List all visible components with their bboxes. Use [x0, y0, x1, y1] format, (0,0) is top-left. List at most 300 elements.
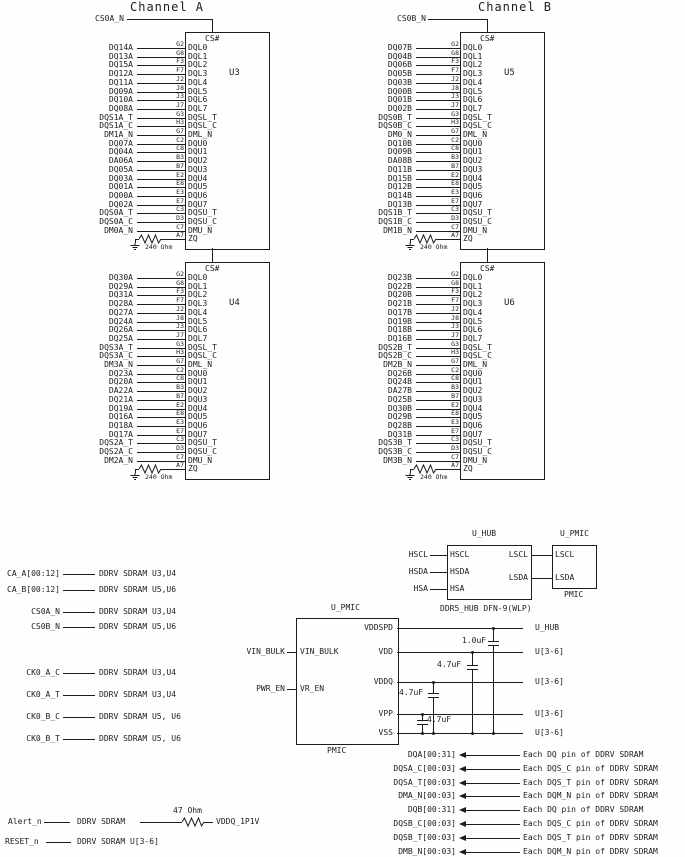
- pin-name: ZQ: [188, 234, 198, 244]
- pin-number: G8: [176, 48, 184, 57]
- signal-label: DQ06B: [387, 60, 412, 70]
- pin-name: DQSU_T: [188, 438, 217, 448]
- wire: [466, 810, 520, 811]
- signal-label: DQ04A: [108, 147, 133, 157]
- pin-name: DQL6: [463, 95, 483, 105]
- pin-number: C3: [451, 205, 459, 214]
- wire: [466, 769, 520, 770]
- chip-ref: U3: [229, 68, 240, 78]
- cs-net-label: CS0A_N: [95, 14, 124, 23]
- power-rail: [397, 714, 523, 715]
- rail-net-label: U[3-6]: [535, 647, 564, 656]
- pin-number: G2: [176, 270, 184, 278]
- signal-label: DQ19B: [387, 316, 412, 326]
- wire: [63, 695, 95, 696]
- pin-name: DMU_N: [188, 455, 213, 465]
- signal-label: DQ01B: [387, 95, 412, 105]
- pin-wire: [161, 239, 185, 240]
- pin-number: C7: [451, 452, 459, 461]
- pin-number: E3: [451, 187, 459, 196]
- dq-bus-label: DQSB_T[00:03]: [393, 833, 456, 842]
- pin-number: G7: [451, 127, 459, 135]
- pin-number: C8: [451, 374, 459, 383]
- signal-label: DQ12A: [108, 69, 133, 79]
- signal-label: DQS3B_C: [378, 447, 412, 456]
- net-target-label: DDRV SDRAM U5, U6: [99, 734, 181, 743]
- net-signal-label: CK0_A_T: [26, 690, 60, 699]
- cs-net-label: CS0B_N: [397, 14, 426, 23]
- signal-label: DM2B_N: [383, 360, 412, 369]
- pmic-pin-name: VIN_BULK: [300, 647, 339, 656]
- pin-name: DQL2: [463, 290, 483, 300]
- wire: [63, 739, 95, 740]
- ground-icon: [405, 243, 415, 251]
- pin-number: E2: [451, 400, 459, 409]
- cs-wire: [212, 19, 213, 32]
- pin-wire: [161, 469, 185, 470]
- signal-label: DQ31B: [387, 429, 412, 439]
- net-signal-label: CS0B_N: [31, 622, 60, 631]
- pin-name: DQU1: [188, 377, 208, 387]
- pin-name: DQU2: [463, 156, 483, 166]
- alert-signal-label: Alert_n: [8, 817, 42, 826]
- pin-number: G3: [176, 339, 184, 348]
- cap-lead: [493, 645, 494, 733]
- signal-label: DQS2A_C: [99, 447, 133, 456]
- pin-number: J2: [451, 74, 459, 83]
- rail-net-label: U[3-6]: [535, 728, 564, 737]
- resistor-value-label: 240 Ohm: [420, 473, 448, 482]
- pin-number: G8: [451, 278, 459, 287]
- pin-name: ZQ: [188, 464, 198, 474]
- arrow-left-icon: [459, 835, 466, 841]
- wire: [204, 822, 213, 823]
- capacitor-plate: [467, 665, 478, 666]
- dq-desc-label: Each DQS_C pin of DDRV SDRAM: [523, 819, 658, 828]
- pin-name: DQL4: [188, 307, 208, 317]
- pin-number: E3: [451, 417, 459, 426]
- signal-label: DQS3A_C: [99, 351, 133, 361]
- signal-label: DQ24A: [108, 316, 133, 326]
- pin-number: F3: [176, 57, 184, 66]
- wire: [63, 627, 95, 628]
- pin-name: DQU4: [463, 403, 483, 413]
- signal-label: DQ26B: [387, 368, 412, 378]
- cs-wire: [127, 19, 213, 20]
- junction-dot: [432, 681, 435, 684]
- pmic-hub-label: PMIC: [564, 590, 584, 599]
- pin-name: DQU0: [463, 138, 483, 148]
- wire: [466, 783, 520, 784]
- resistor-icon: [182, 817, 204, 827]
- junction-dot: [432, 732, 435, 735]
- pin-number: G2: [176, 40, 184, 48]
- net-signal-label: CS0A_N: [31, 607, 60, 616]
- pin-name: DQL5: [188, 316, 208, 326]
- pin-number: C7: [451, 222, 459, 231]
- wire: [466, 796, 520, 797]
- pin-number: F3: [451, 57, 459, 66]
- arrow-left-icon: [459, 849, 466, 855]
- pin-name: DQU5: [188, 182, 208, 192]
- junction-dot: [471, 651, 474, 654]
- cap-value-label: 1.0uF: [462, 636, 487, 645]
- cs-wire: [487, 248, 488, 262]
- pin-number: H3: [451, 348, 459, 357]
- pin-name: DQL4: [463, 77, 483, 87]
- pin-number: E2: [176, 170, 184, 179]
- dq-desc-label: Each DQ pin of DDRV SDRAM: [523, 805, 644, 814]
- pin-name: DQU6: [463, 420, 483, 430]
- signal-label: DQS3A_T: [99, 342, 133, 352]
- pin-number: C7: [176, 452, 184, 461]
- wire: [466, 824, 520, 825]
- pin-number: G7: [176, 357, 184, 365]
- pin-wire: [436, 469, 460, 470]
- pin-name: DQSU_T: [463, 438, 492, 448]
- pin-number: E7: [451, 426, 459, 435]
- pin-number: A7: [451, 461, 459, 470]
- signal-label: DQS1B_C: [378, 217, 412, 226]
- pin-name: ZQ: [463, 234, 473, 244]
- pin-name: DQSL_T: [463, 342, 492, 352]
- arrow-left-icon: [459, 752, 466, 758]
- rail-net-label: U[3-6]: [535, 677, 564, 686]
- pmic-pin-name: VPP: [378, 709, 393, 718]
- signal-label: DQ30A: [108, 273, 133, 282]
- signal-label: DQS1A_T: [99, 112, 133, 122]
- pin-number: J2: [176, 304, 184, 313]
- cs-pin-label: CS#: [205, 34, 220, 43]
- pin-name: DQSL_C: [463, 351, 492, 361]
- pin-name: DQU3: [188, 164, 208, 174]
- pin-name: DQSL_T: [463, 112, 492, 122]
- pin-number: B3: [451, 383, 459, 392]
- pin-name: ZQ: [463, 464, 473, 474]
- dq-desc-label: Each DQS_C pin of DDRV SDRAM: [523, 764, 658, 773]
- cap-value-label: 4.7uF: [437, 660, 462, 669]
- pin-name: DQU3: [188, 394, 208, 404]
- pin-number: A7: [451, 231, 459, 240]
- pin-number: J7: [451, 100, 459, 109]
- pin-name: DMU_N: [188, 225, 213, 235]
- hub-pin-name: LSDA: [508, 573, 528, 582]
- capacitor-plate: [488, 641, 499, 642]
- junction-dot: [421, 732, 424, 735]
- pin-name: DQL6: [188, 325, 208, 335]
- signal-label: DQ16A: [108, 412, 133, 422]
- wire: [287, 652, 296, 653]
- dq-bus-label: DQB[00:31]: [407, 805, 456, 814]
- signal-label: DM1A_N: [104, 130, 133, 139]
- pin-name: DQL2: [463, 60, 483, 70]
- signal-label: DQS0A_C: [99, 217, 133, 226]
- pin-number: J3: [176, 92, 184, 101]
- signal-label: DQ20A: [108, 377, 133, 387]
- arrow-left-icon: [459, 807, 466, 813]
- pin-name: DQU2: [463, 386, 483, 396]
- pin-number: E7: [451, 196, 459, 205]
- signal-label: DQ16B: [387, 333, 412, 343]
- pin-name: DQL6: [463, 325, 483, 335]
- pmic-title: U_PMIC: [331, 603, 360, 612]
- reset-target-label: DDRV SDRAM U[3-6]: [77, 837, 159, 846]
- signal-label: DQ23B: [387, 273, 412, 282]
- signal-label: DQ29B: [387, 412, 412, 422]
- arrow-left-icon: [459, 821, 466, 827]
- pin-number: D3: [176, 214, 184, 222]
- pin-name: DQU4: [188, 403, 208, 413]
- pin-number: G3: [451, 109, 459, 118]
- pin-name: DQSU_T: [463, 208, 492, 218]
- pin-name: DQL4: [188, 77, 208, 87]
- pin-name: DQL7: [463, 333, 483, 343]
- resistor-value-label: 240 Ohm: [145, 243, 173, 252]
- pin-number: J8: [176, 83, 184, 92]
- cap-value-label: 4.7uF: [427, 715, 452, 724]
- signal-label: DA08B: [387, 156, 412, 166]
- wire: [63, 590, 95, 591]
- pin-name: DML_N: [463, 360, 488, 369]
- junction-dot: [492, 627, 495, 630]
- pin-number: H3: [176, 348, 184, 357]
- cap-lead: [472, 669, 473, 733]
- pin-number: D3: [176, 444, 184, 452]
- pin-number: C8: [176, 374, 184, 383]
- signal-label: DM2A_N: [104, 455, 133, 465]
- cap-value-label: 4.7uF: [399, 688, 424, 697]
- pin-number: E8: [451, 409, 459, 418]
- signal-label: DA27B: [387, 386, 412, 396]
- rail-net-label: U[3-6]: [535, 709, 564, 718]
- signal-label: DQS0A_T: [99, 208, 133, 218]
- signal-label: DQ17A: [108, 429, 133, 439]
- wire: [63, 717, 95, 718]
- pin-number: H3: [176, 118, 184, 127]
- pin-number: G7: [176, 127, 184, 135]
- dq-bus-label: DQSA_T[00:03]: [393, 778, 456, 787]
- signal-label: DM3B_N: [383, 455, 412, 465]
- signal-label: DQ07B: [387, 43, 412, 52]
- pin-name: DQSU_C: [188, 217, 217, 226]
- pin-name: DQSL_T: [188, 112, 217, 122]
- signal-label: DM0A_N: [104, 225, 133, 235]
- pin-number: G2: [451, 270, 459, 278]
- pin-number: G7: [451, 357, 459, 365]
- wire: [466, 755, 520, 756]
- wire: [140, 822, 182, 823]
- channel-title: Channel A: [130, 0, 205, 14]
- dq-bus-label: DMA_N[00:03]: [398, 791, 456, 800]
- resistor-value-label: 240 Ohm: [420, 243, 448, 252]
- pin-number: B7: [176, 391, 184, 400]
- pin-number: E8: [176, 409, 184, 418]
- pin-number: F7: [451, 66, 459, 75]
- dq-desc-label: Each DQ pin of DDRV SDRAM: [523, 750, 644, 759]
- pmic-ext-net-label: PWR_EN: [256, 684, 285, 693]
- signal-label: DQS2B_C: [378, 351, 412, 361]
- pin-number: D3: [451, 214, 459, 222]
- pin-number: C2: [176, 365, 184, 374]
- pin-name: DQSL_C: [188, 121, 217, 131]
- signal-label: DQ09A: [108, 86, 133, 96]
- pin-name: DQL7: [188, 333, 208, 343]
- signal-label: DQ05A: [108, 164, 133, 174]
- wire: [44, 822, 70, 823]
- pin-number: E7: [176, 196, 184, 205]
- dq-desc-label: Each DQM_N pin of DDRV SDRAM: [523, 847, 658, 856]
- pin-number: A7: [176, 461, 184, 470]
- pmic-pin-name: VDD: [378, 647, 393, 656]
- pin-name: DQSL_T: [188, 342, 217, 352]
- signal-label: DQ10A: [108, 95, 133, 105]
- hub-ext-net-label: HSDA: [408, 567, 428, 576]
- net-target-label: DDRV SDRAM U3,U4: [99, 668, 177, 677]
- pin-number: C8: [176, 144, 184, 153]
- pin-number: F7: [176, 296, 184, 305]
- pmic-pin-name: VSS: [378, 728, 393, 737]
- pin-number: F7: [451, 296, 459, 305]
- pin-number: E2: [176, 400, 184, 409]
- hub-title: U_HUB: [472, 529, 497, 538]
- pin-name: DQL2: [188, 60, 208, 70]
- cs-pin-label: CS#: [205, 264, 220, 273]
- signal-label: DQ14A: [108, 43, 133, 52]
- pin-number: C8: [451, 144, 459, 153]
- pin-number: E3: [176, 187, 184, 196]
- ground-icon: [130, 243, 140, 251]
- rail-net-label: U_HUB: [535, 623, 560, 632]
- pin-number: F7: [176, 66, 184, 75]
- signal-label: DQS2A_T: [99, 438, 133, 448]
- pin-name: DQU4: [463, 173, 483, 183]
- signal-label: DQ28B: [387, 420, 412, 430]
- wire: [46, 842, 71, 843]
- signal-label: DQ15A: [108, 60, 133, 70]
- pin-name: DQU5: [463, 412, 483, 422]
- signal-label: DM3A_N: [104, 360, 133, 369]
- capacitor-plate: [488, 645, 499, 646]
- pin-number: J3: [451, 322, 459, 331]
- junction-dot: [492, 732, 495, 735]
- signal-label: DQ17B: [387, 307, 412, 317]
- wire: [287, 689, 296, 690]
- signal-label: DQ07A: [108, 138, 133, 148]
- alert-target-label: DDRV SDRAM: [77, 817, 126, 826]
- power-rail: [397, 682, 523, 683]
- junction-dot: [421, 713, 424, 716]
- capacitor-plate: [428, 697, 439, 698]
- signal-label: DQS0B_C: [378, 121, 412, 131]
- pin-name: DQU3: [463, 394, 483, 404]
- signal-label: DQ02B: [387, 103, 412, 113]
- pin-name: DQU7: [188, 199, 208, 209]
- signal-label: DQ14B: [387, 190, 412, 200]
- signal-label: DQ12B: [387, 182, 412, 192]
- pin-number: F3: [451, 287, 459, 296]
- pin-number: C3: [451, 435, 459, 444]
- pin-name: DQL7: [188, 103, 208, 113]
- signal-label: DQ25B: [387, 394, 412, 404]
- pin-name: DQU3: [463, 164, 483, 174]
- signal-label: DA22A: [108, 386, 133, 396]
- pin-number: E2: [451, 170, 459, 179]
- pin-name: DQSL_C: [463, 121, 492, 131]
- pin-number: J8: [176, 313, 184, 322]
- wire: [531, 578, 552, 579]
- signal-label: DQ02A: [108, 199, 133, 209]
- pmic-pin-name: VR_EN: [300, 684, 325, 693]
- dq-bus-label: DQSB_C[00:03]: [393, 819, 456, 828]
- cs-wire: [428, 19, 488, 20]
- pin-number: C2: [451, 365, 459, 374]
- pin-name: DQU4: [188, 173, 208, 183]
- pin-name: DQU0: [188, 368, 208, 378]
- pin-number: G8: [176, 278, 184, 287]
- pin-name: DML_N: [188, 130, 213, 139]
- pin-name: DQSU_C: [188, 447, 217, 456]
- signal-label: DQ25A: [108, 333, 133, 343]
- pin-name: DQL3: [188, 299, 208, 309]
- signal-label: DM1B_N: [383, 225, 412, 235]
- hub-pin-name: HSA: [450, 584, 465, 593]
- pin-name: DQL3: [463, 299, 483, 309]
- pin-number: D3: [451, 444, 459, 452]
- signal-label: DQ11A: [108, 77, 133, 87]
- net-target-label: DDRV SDRAM U3,U4: [99, 569, 177, 578]
- hub-ext-net-label: HSA: [413, 584, 428, 593]
- dq-desc-label: Each DQM_N pin of DDRV SDRAM: [523, 791, 658, 800]
- signal-label: DQ18B: [387, 325, 412, 335]
- pin-name: DQL1: [463, 51, 483, 61]
- hub-pin-name: HSCL: [450, 550, 470, 559]
- reset-signal-label: RESET_n: [5, 837, 39, 846]
- hub-ext-net-label: HSCL: [408, 550, 428, 559]
- signal-label: DQ04B: [387, 51, 412, 61]
- pmic-hub-title: U_PMIC: [560, 529, 589, 538]
- arrow-left-icon: [459, 766, 466, 772]
- pin-number: F3: [176, 287, 184, 296]
- chip-ref: U6: [504, 298, 515, 308]
- ground-icon: [130, 473, 140, 481]
- net-signal-label: CA_A[00:12]: [7, 569, 60, 578]
- ground-icon: [405, 473, 415, 481]
- net-target-label: DDRV SDRAM U5,U6: [99, 622, 177, 631]
- pin-name: DMU_N: [463, 225, 488, 235]
- pin-name: DQU0: [188, 138, 208, 148]
- signal-label: DQS3B_T: [378, 438, 412, 448]
- pin-number: H3: [451, 118, 459, 127]
- pin-name: DQL0: [463, 43, 483, 52]
- pin-name: DQU6: [463, 190, 483, 200]
- signal-label: DQ10B: [387, 138, 412, 148]
- pin-name: DML_N: [188, 360, 213, 369]
- hub-footprint-label: DDR5_HUB DFN-9(WLP): [440, 604, 532, 613]
- signal-label: DQ03A: [108, 173, 133, 183]
- signal-label: DQ01A: [108, 182, 133, 192]
- cs-pin-label: CS#: [480, 264, 495, 273]
- signal-label: DQ15B: [387, 173, 412, 183]
- signal-label: DQ22B: [387, 281, 412, 291]
- pin-number: J7: [451, 330, 459, 339]
- wire: [466, 838, 520, 839]
- signal-label: DQ05B: [387, 69, 412, 79]
- pin-name: DQU2: [188, 156, 208, 166]
- pin-number: G8: [451, 48, 459, 57]
- pin-number: C2: [176, 135, 184, 144]
- pin-name: DQL0: [188, 273, 208, 282]
- pin-number: G2: [451, 40, 459, 48]
